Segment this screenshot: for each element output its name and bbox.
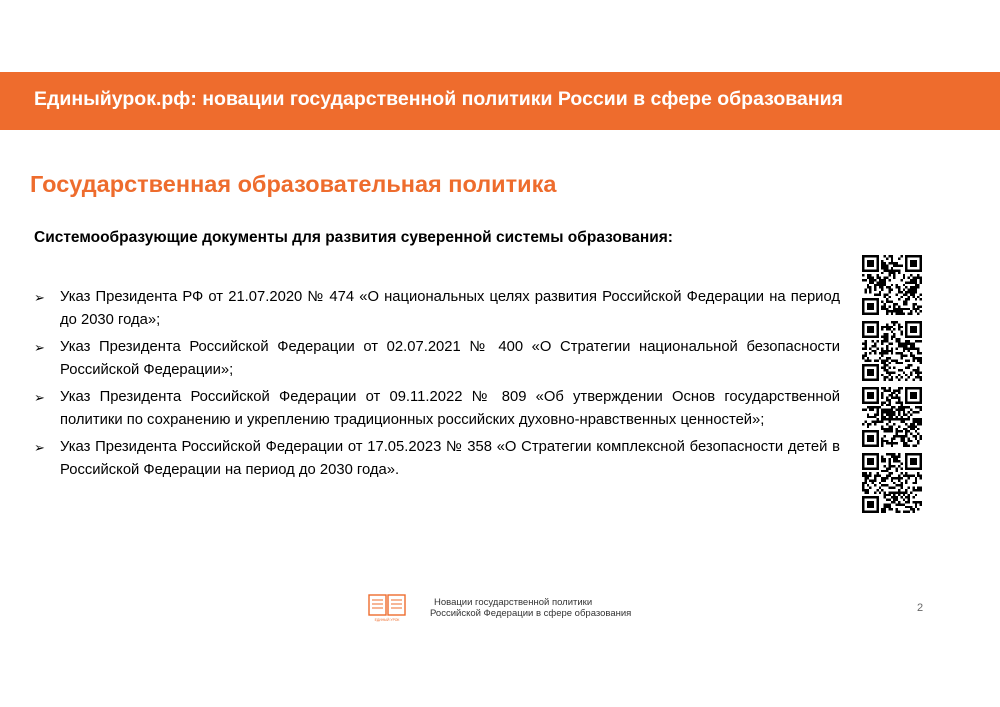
- qr-code-icon[interactable]: [862, 387, 922, 447]
- arrow-bullet-icon: ➢: [34, 290, 45, 305]
- list-item: [34, 436, 840, 482]
- header-banner: [0, 72, 1000, 130]
- document-text: Указ Президента РФ от 21.07.2020 № 474 «О национальных целях развития Российской Федерации на период до 2030 года»;: [60, 289, 840, 328]
- page-number: 2: [917, 602, 924, 614]
- arrow-bullet-icon: ➢: [34, 340, 45, 355]
- footer-line-1: Новации государственной политики: [434, 597, 593, 608]
- document-text: Указ Президента Российской Федерации от 09.11.2022 № 809 «Об утверждении Основ государственной политики по сохранению и укреплению традиционных российских духовно-нравственных ценностей»;: [60, 389, 840, 428]
- documents-list: [34, 286, 840, 486]
- arrow-bullet-icon: ➢: [34, 440, 45, 455]
- list-item: [34, 286, 840, 332]
- list-item: [34, 336, 840, 382]
- header-title: Единыйурок.рф: новации государственной политики России в сфере образования: [34, 88, 844, 110]
- logo-caption: ЕДИНЫЙ УРОК: [374, 618, 400, 622]
- qr-codes-column: [862, 255, 924, 519]
- document-text: Указ Президента Российской Федерации от 17.05.2023 № 358 «О Стратегии комплексной безопасности детей в Российской Федерации на период до 2030 года».: [60, 439, 840, 478]
- qr-code-icon[interactable]: [862, 321, 922, 381]
- arrow-bullet-icon: ➢: [34, 390, 45, 405]
- section-title: Государственная образовательная политика: [30, 171, 557, 197]
- qr-code-icon[interactable]: [862, 453, 922, 513]
- list-item: [34, 386, 840, 432]
- document-text: Указ Президента Российской Федерации от 02.07.2021 № 400 «О Стратегии национальной безопасности Российской Федерации»;: [60, 339, 840, 378]
- documents-subtitle: Системообразующие документы для развития суверенной системы образования:: [34, 229, 673, 246]
- footer-line-2: Российской Федерации в сфере образования: [430, 608, 632, 619]
- qr-code-icon[interactable]: [862, 255, 922, 315]
- book-logo-icon: [367, 593, 407, 623]
- footer-caption: [430, 597, 631, 619]
